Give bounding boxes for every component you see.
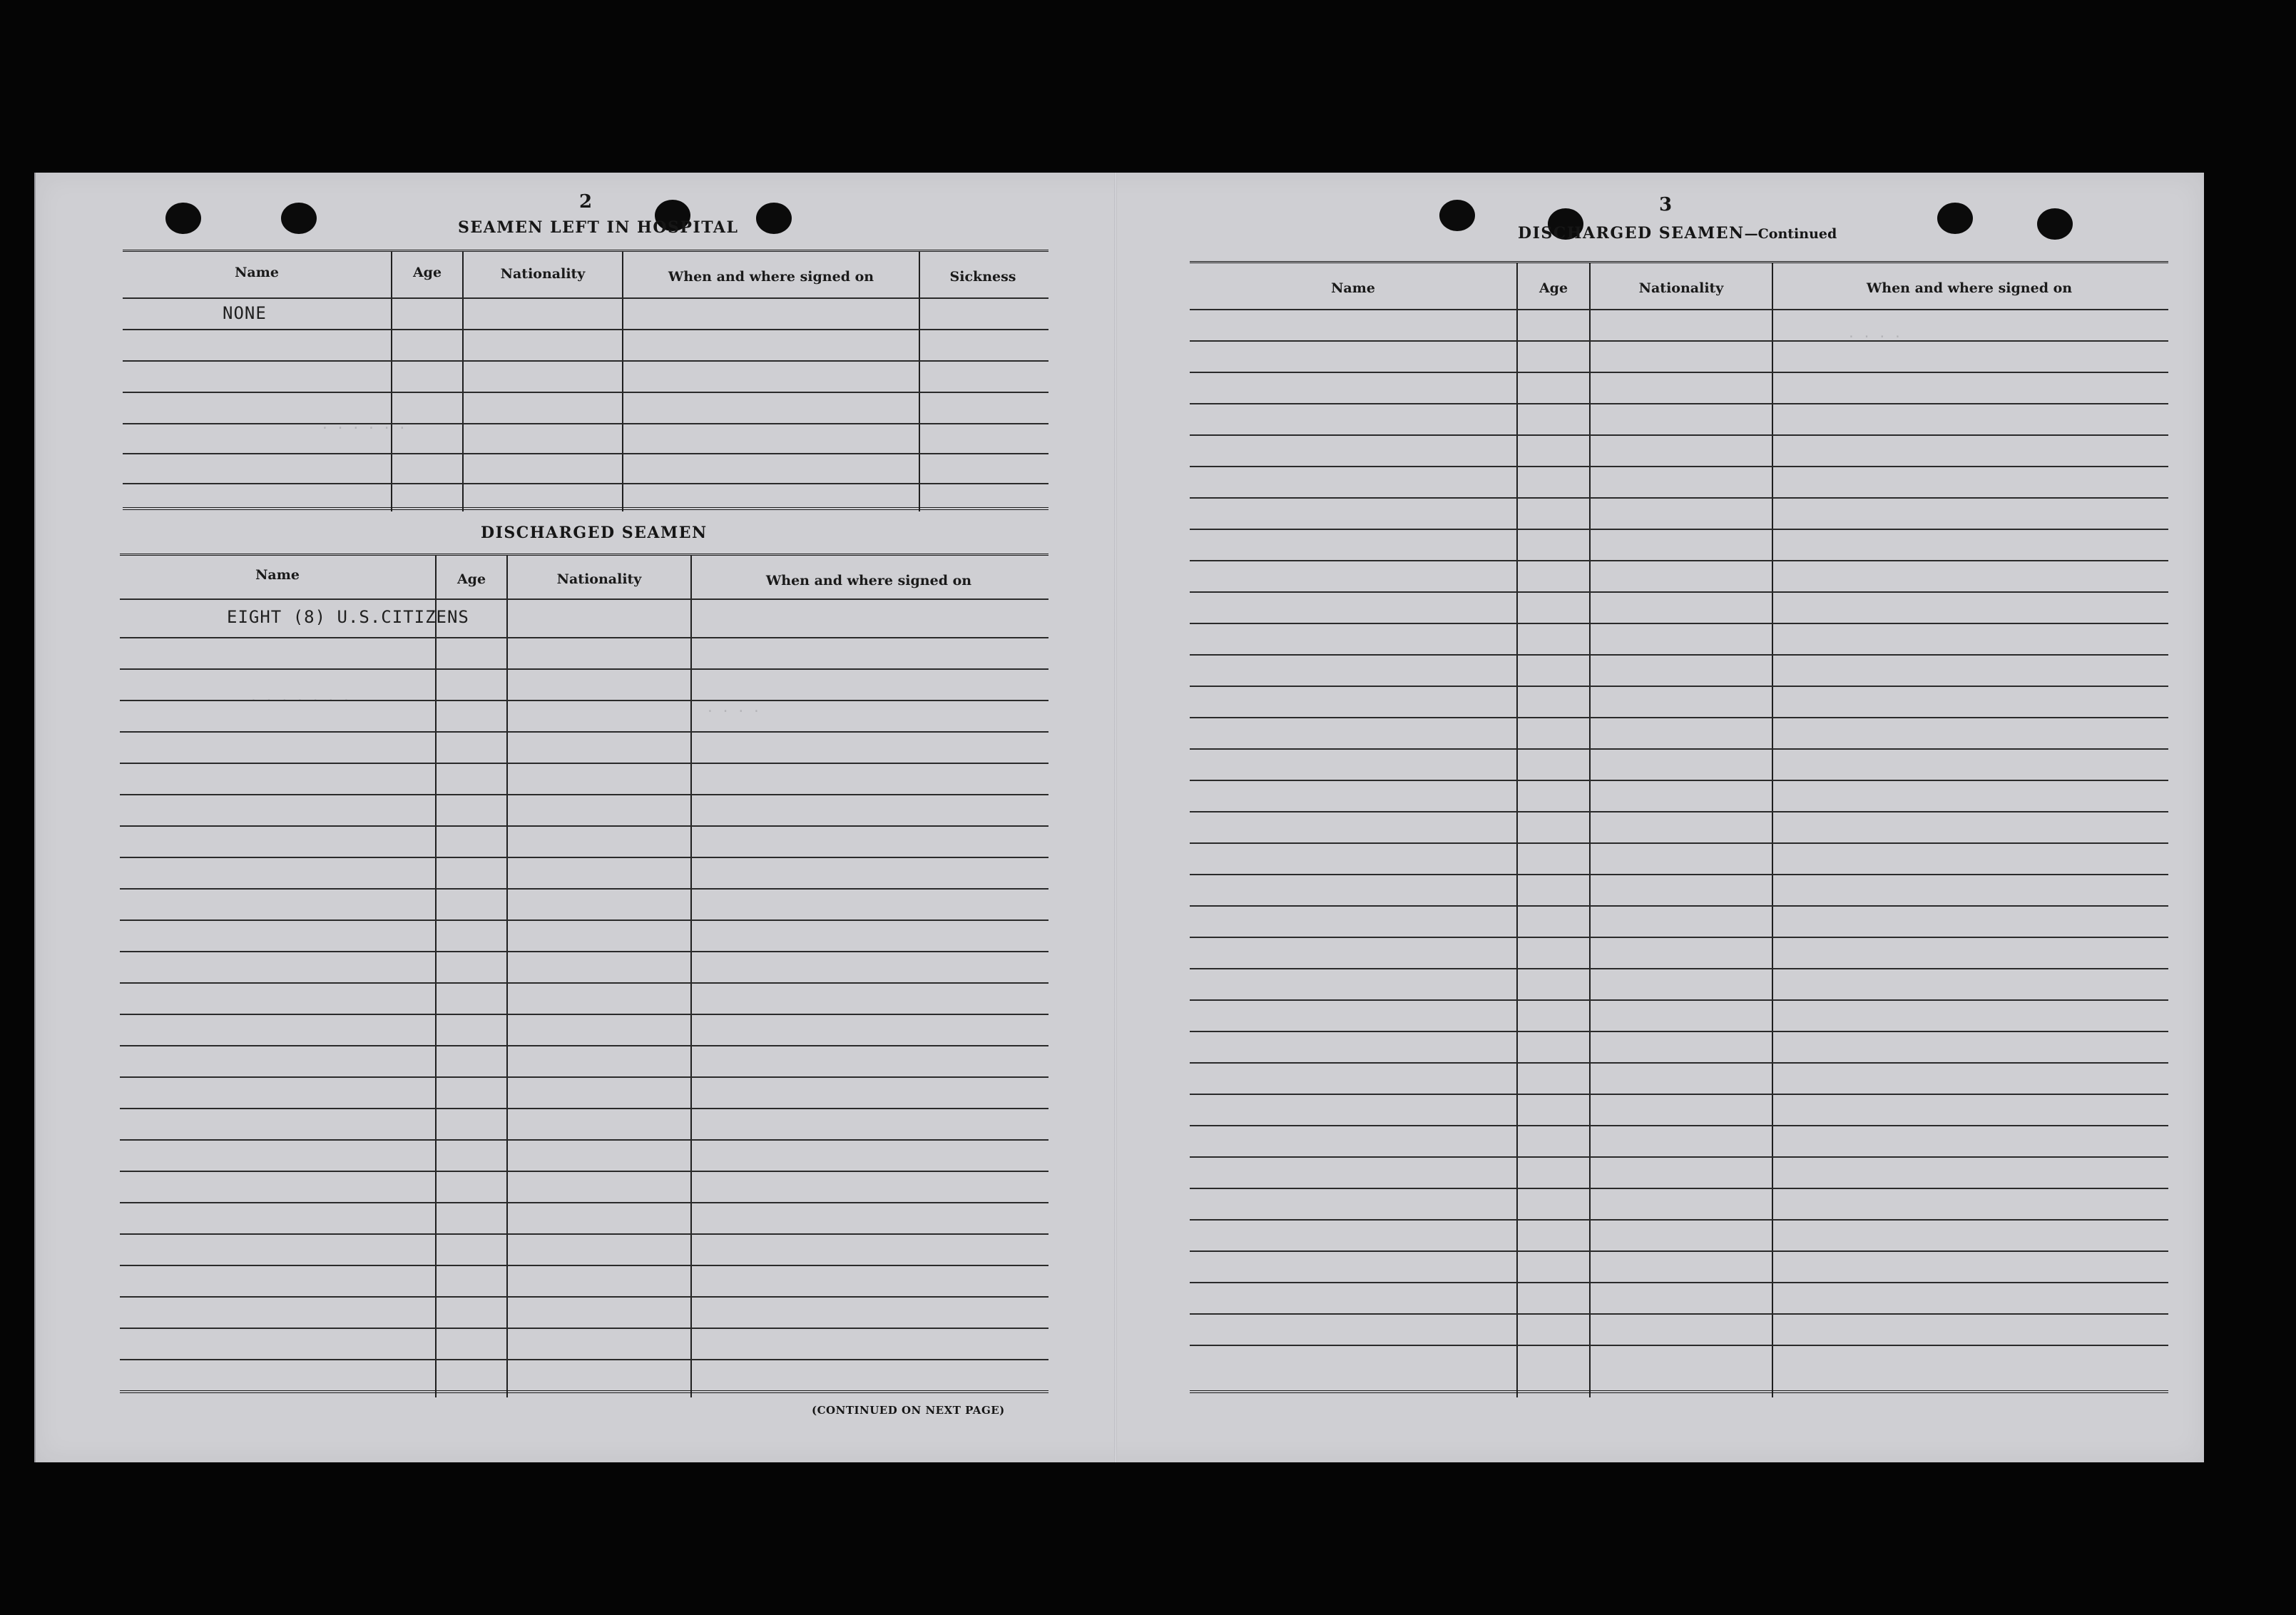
hospital-table: [123, 250, 1048, 511]
right-section-title-suffix: —Continued: [1744, 226, 1837, 242]
punch-hole: [2037, 208, 2073, 240]
right-page-number: 3: [1659, 194, 1673, 215]
col-header-name: Name: [1331, 280, 1375, 296]
punch-hole: [1439, 200, 1475, 231]
discharged-table: [120, 554, 1048, 1397]
punch-hole: [281, 203, 317, 234]
table-cell-name: NONE: [223, 303, 267, 323]
bleed-through: · · · ·: [706, 704, 760, 719]
bleed-through: · · · · · · ·: [250, 693, 350, 708]
page-fold: [1114, 173, 1117, 1462]
hospital-section-title: SEAMEN LEFT IN HOSPITAL: [458, 218, 739, 237]
col-header-nationality: Nationality: [1638, 280, 1724, 296]
punch-hole: [165, 203, 201, 234]
document-sheet: [34, 173, 2204, 1462]
col-header-signed-on: When and where signed on: [765, 573, 972, 589]
col-header-nationality: Nationality: [556, 571, 642, 587]
col-header-nationality: Nationality: [500, 266, 586, 282]
col-header-sickness: Sickness: [949, 269, 1016, 285]
col-header-name: Name: [255, 567, 300, 583]
discharged-continued-table: [1190, 261, 2168, 1397]
continued-note: (CONTINUED ON NEXT PAGE): [812, 1404, 1005, 1417]
discharged-section-title: DISCHARGED SEAMEN: [481, 524, 708, 542]
right-section-title: [1518, 224, 1837, 243]
table-cell-name: EIGHT (8) U.S.CITIZENS: [227, 607, 469, 627]
col-header-signed-on: When and where signed on: [1866, 280, 2073, 296]
bleed-through: · · · ·: [1847, 330, 1902, 345]
left-page-number: 2: [579, 191, 593, 213]
col-header-age: Age: [456, 571, 486, 587]
col-header-age: Age: [1539, 280, 1568, 296]
punch-hole: [756, 203, 792, 234]
right-section-title-main: DISCHARGED SEAMEN: [1518, 224, 1745, 243]
col-header-name: Name: [235, 265, 279, 280]
bleed-through: · · · · · ·: [321, 421, 407, 436]
col-header-age: Age: [412, 265, 442, 280]
punch-hole: [1937, 203, 1973, 234]
col-header-signed-on: When and where signed on: [668, 269, 874, 285]
